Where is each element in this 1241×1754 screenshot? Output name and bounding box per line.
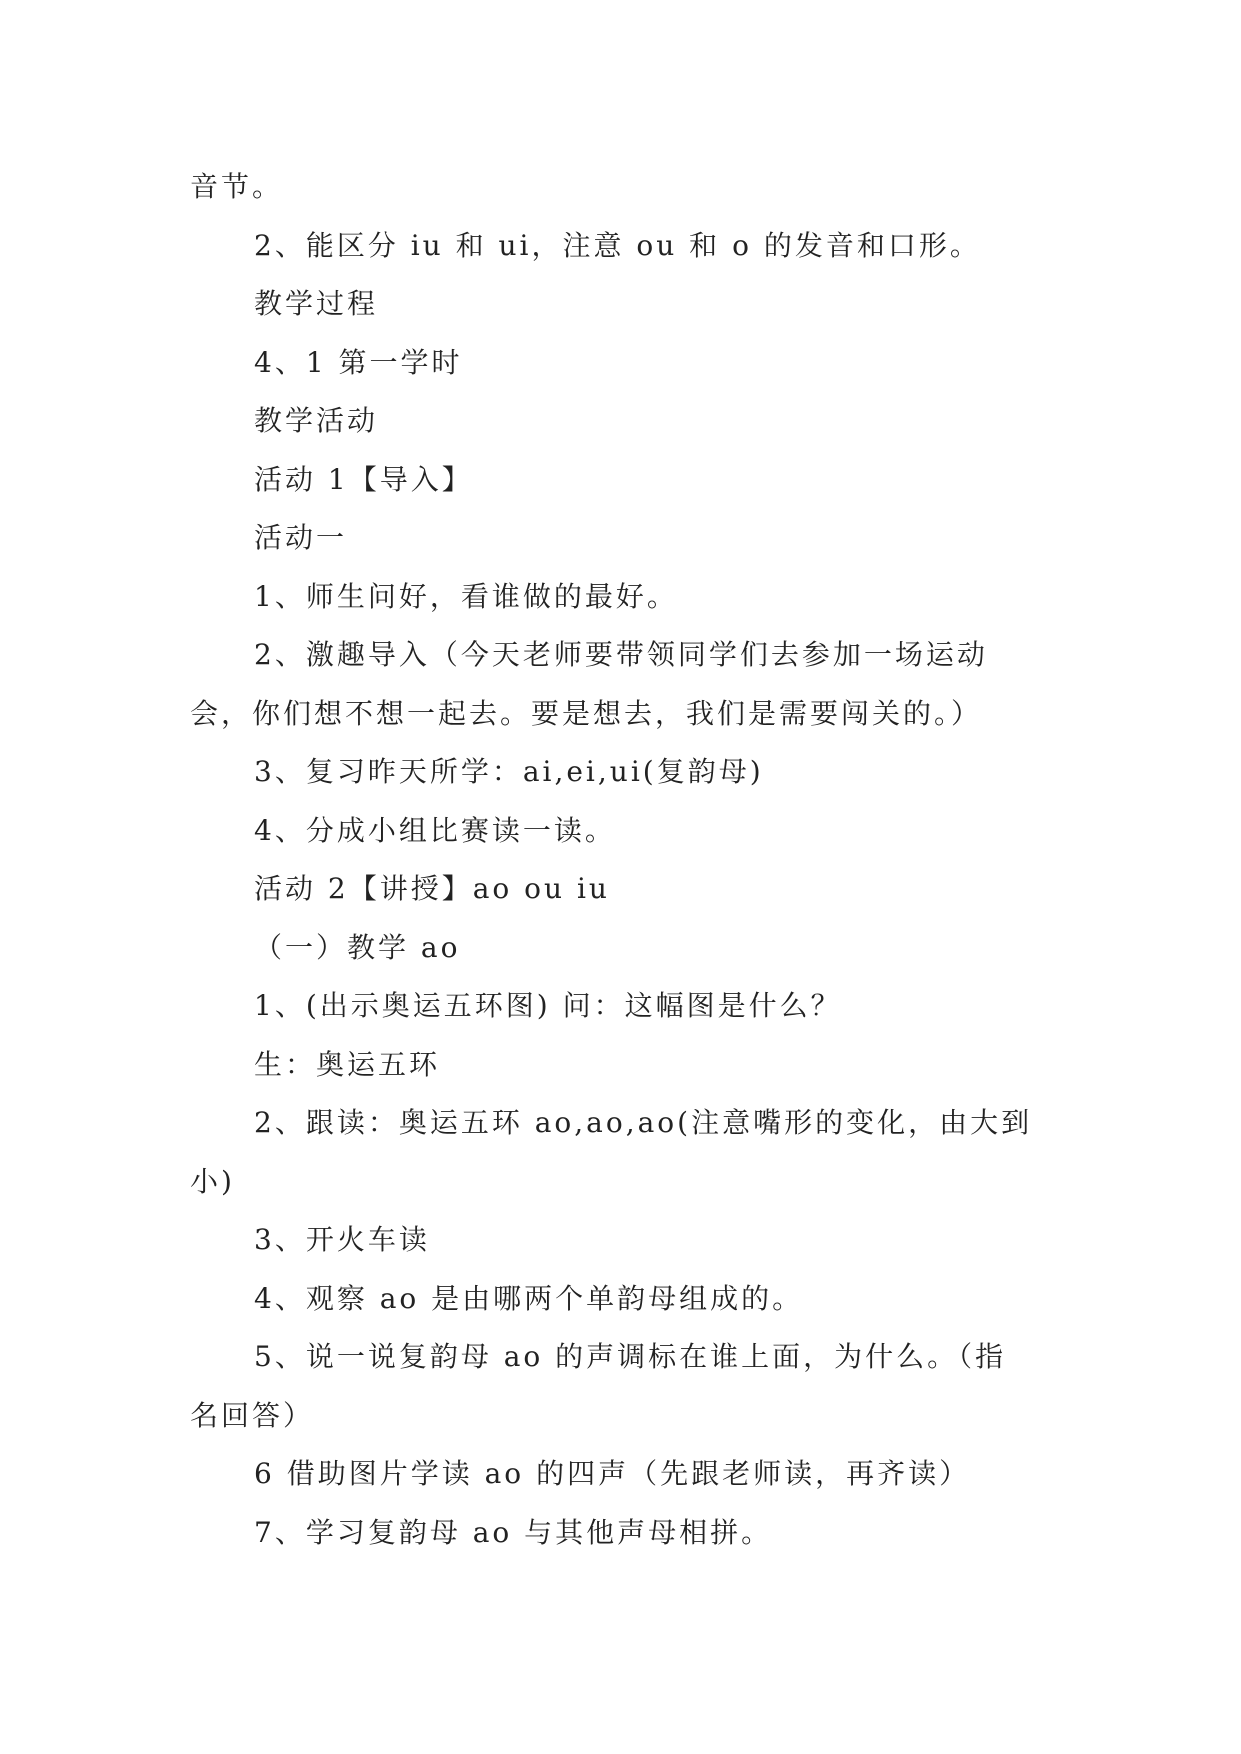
text-line: 活动一 (254, 521, 348, 554)
text-line: 5、说一说复韵母 ao 的声调标在谁上面，为什么。（指 (254, 1340, 1007, 1373)
text-line: 6 借助图片学读 ao 的四声（先跟老师读，再齐读） (254, 1457, 971, 1490)
text-line: 3、开火车读 (254, 1223, 430, 1256)
text-line: 音节。 (190, 170, 284, 203)
section-heading: 教学过程 (254, 287, 379, 320)
document-body (190, 158, 1060, 1562)
text-line: 会，你们想不想一起去。要是想去，我们是需要闯关的。） (190, 696, 983, 730)
text-line: （一）教学 ao (254, 930, 461, 964)
text-line: 4、观察 ao 是由哪两个单韵母组成的。 (254, 1281, 804, 1315)
activity-heading: 活动 1【导入】 (254, 462, 473, 496)
text-line: 2、跟读：奥运五环 ao,ao,ao(注意嘴形的变化，由大到 (254, 1106, 1033, 1139)
text-line: 4、1 第一学时 (254, 345, 463, 379)
text-line: 名回答） (190, 1398, 315, 1432)
text-line: 1、(出示奥运五环图) 问：这幅图是什么？ (254, 989, 842, 1022)
text-line: 3、复习昨天所学：ai,ei,ui(复韵母) (254, 755, 764, 788)
section-heading: 教学活动 (254, 404, 379, 437)
text-line: 2、激趣导入（今天老师要带领同学们去参加一场运动 (254, 638, 988, 671)
activity-heading: 活动 2【讲授】ao ou iu (254, 872, 610, 905)
text-line: 7、学习复韵母 ao 与其他声母相拼。 (254, 1515, 773, 1549)
text-line: 2、能区分 iu 和 ui，注意 ou 和 o 的发音和口形。 (254, 228, 981, 262)
text-line: 1、师生问好，看谁做的最好。 (254, 579, 678, 613)
text-line: 4、分成小组比赛读一读。 (254, 813, 616, 847)
text-line: 小) (190, 1164, 235, 1198)
text-line: 生：奥运五环 (254, 1047, 441, 1081)
